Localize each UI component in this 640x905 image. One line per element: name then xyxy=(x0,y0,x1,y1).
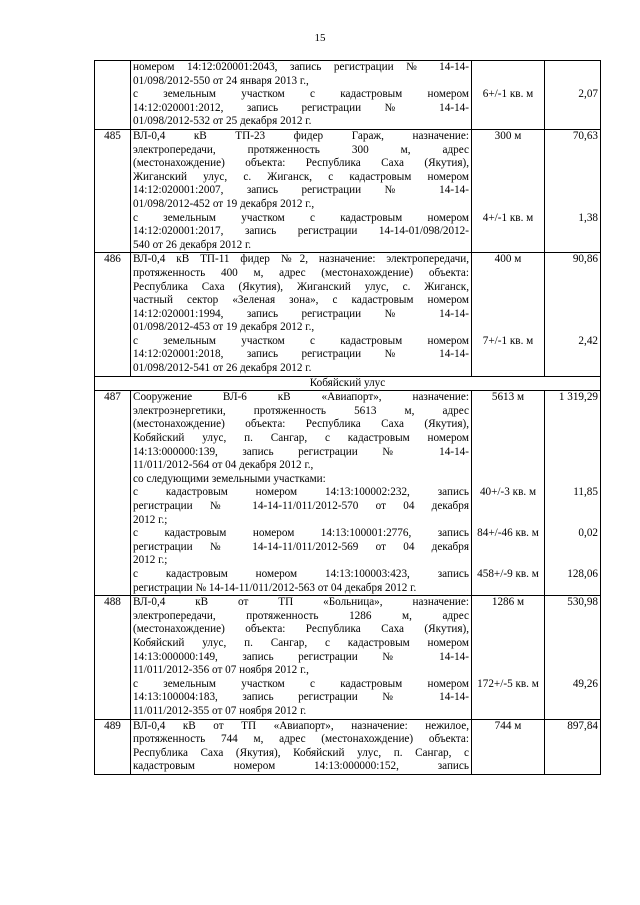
cost-value: 90,86 xyxy=(572,253,598,266)
text-line: 01/098/2012-541 от 26 декабря 2012 г. xyxy=(133,362,312,375)
text-line: Кобяйский улус, п. Сангар, с кадастровым номером xyxy=(133,636,469,649)
line-length: 1286 м xyxy=(491,596,525,609)
text-line: Республика Саха (Якутия), Жиганский улус, с. Жиганск, xyxy=(133,280,469,293)
object-cost xyxy=(545,253,601,376)
cost-value: 49,26 xyxy=(572,677,598,690)
land-area: 458+/-9 кв. м xyxy=(477,567,539,580)
text-line: регистрации № 14-14-11/011/2012-569 от 04 декабря xyxy=(133,540,469,553)
district-name: Кобяйский улус xyxy=(95,376,601,391)
text-line: регистрации № 14-14-11/011/2012-570 от 04 декабря xyxy=(133,500,469,512)
text-line: с кадастровым номером 14:13:100002:232, запись xyxy=(133,486,469,499)
cost-value: 1,38 xyxy=(578,211,598,224)
text-line: 14:13:100004:183, запись регистрации № 14-14- xyxy=(133,691,469,704)
row-number: 488 xyxy=(95,596,131,719)
land-area: 6+/-1 кв. м xyxy=(482,88,534,101)
object-size xyxy=(472,253,545,376)
object-cost xyxy=(545,129,601,252)
cost-value: 530,98 xyxy=(567,596,598,609)
text-line: 01/098/2012-452 от 19 декабря 2012 г., xyxy=(133,197,315,210)
land-area: 40+/-3 кв. м xyxy=(479,486,537,499)
land-area: 7+/-1 кв. м xyxy=(482,334,534,347)
text-line: ВЛ-0,4 кВ ТП-11 фидер №2, назначение: электропередачи, xyxy=(133,253,469,266)
row-number: 487 xyxy=(95,391,131,596)
text-line: протяженность 744 м, адрес (местонахождение) объекта: xyxy=(133,733,469,746)
district-header-row xyxy=(95,376,601,391)
text-line: 14:12:020001:2007, запись регистрации № 14-14- xyxy=(133,184,469,197)
object-description xyxy=(131,129,472,252)
text-line: (местонахождение) объекта: Республика Саха (Якутия), xyxy=(133,623,469,636)
object-description xyxy=(131,61,472,130)
cost-value: 1 319,29 xyxy=(558,391,598,404)
text-line: 2012 г.; xyxy=(133,554,168,567)
text-line: 14:12:020001:1994, запись регистрации № 14-14- xyxy=(133,307,469,320)
line-length: 300 м xyxy=(494,129,522,142)
object-description xyxy=(131,391,472,596)
text-line: Жиганский улус, с. Жиганск, с кадастровым номером xyxy=(133,170,469,183)
object-cost xyxy=(545,61,601,130)
land-area: 172+/-5 кв. м xyxy=(477,677,539,690)
cost-value: 2,42 xyxy=(578,334,598,347)
text-line: протяженность 400 м, адрес (местонахождение) объекта: xyxy=(133,266,469,279)
object-size xyxy=(472,129,545,252)
text-line: со следующими земельными участками: xyxy=(133,472,326,485)
text-line: электроэнергетики, протяженность 5613 м, адрес xyxy=(133,404,469,417)
text-line: 11/011/2012-355 от 07 ноября 2012 г. xyxy=(133,704,307,717)
text-line: Республика Саха (Якутия), Кобяйский улус, п. Сангар, с xyxy=(133,746,469,759)
line-length: 5613 м xyxy=(491,391,525,404)
text-line: 2012 г.; xyxy=(133,513,168,526)
text-line: с земельным участком с кадастровым номером xyxy=(133,88,469,101)
object-description xyxy=(131,719,472,774)
text-line: регистрации № 14-14-11/011/2012-563 от 04 декабря 2012 г. xyxy=(133,581,417,594)
text-line: с кадастровым номером 14:13:100001:2776, запись xyxy=(133,527,469,540)
text-line: Кобяйский улус, п. Сангар, с кадастровым номером xyxy=(133,432,469,445)
table-row xyxy=(95,596,601,719)
text-line: 01/098/2012-453 от 19 декабря 2012 г., xyxy=(133,321,315,334)
cost-value: 128,06 xyxy=(567,567,598,580)
text-line: ВЛ-0,4 кВ ТП-23 фидер Гараж, назначение: xyxy=(133,129,469,142)
text-line: частный сектор «Зеленая зона», с кадастровым номером xyxy=(133,294,469,307)
cost-value: 897,84 xyxy=(567,719,598,732)
object-cost xyxy=(545,596,601,719)
cost-value: 70,63 xyxy=(572,129,598,142)
object-size xyxy=(472,596,545,719)
table-row xyxy=(95,719,601,774)
page-number: 15 xyxy=(314,32,326,44)
object-cost xyxy=(545,391,601,596)
object-size xyxy=(472,719,545,774)
object-description xyxy=(131,253,472,376)
property-register-table xyxy=(94,60,601,775)
table-row xyxy=(95,391,601,596)
text-line: кадастровым номером 14:13:000000:152, запись xyxy=(133,760,469,773)
text-line: 01/098/2012-550 от 24 января 2013 г., xyxy=(133,74,309,87)
text-line: 01/098/2012-532 от 25 декабря 2012 г. xyxy=(133,115,312,128)
table-row xyxy=(95,61,601,130)
row-number: 486 xyxy=(95,253,131,376)
text-line: (местонахождение) объекта: Республика Саха (Якутия), xyxy=(133,418,469,431)
land-area: 84+/-46 кв. м xyxy=(477,527,539,540)
text-line: электропередачи, протяженность 300 м, адрес xyxy=(133,143,469,156)
text-line: 540 от 26 декабря 2012 г. xyxy=(133,238,252,251)
text-line: с земельным участком с кадастровым номером xyxy=(133,211,469,224)
text-line: ВЛ-0,4 кВ от ТП «Больница», назначение: xyxy=(133,596,469,609)
row-number: 489 xyxy=(95,719,131,774)
text-line: электропередачи, протяженность 1286 м, адрес xyxy=(133,609,469,622)
text-line: 11/011/2012-564 от 04 декабря 2012 г., xyxy=(133,459,314,472)
object-size xyxy=(472,391,545,596)
text-line: с земельным участком с кадастровым номером xyxy=(133,677,469,690)
text-line: номером 14:12:020001:2043, запись регистрации № 14-14- xyxy=(133,61,469,73)
text-line: Сооружение ВЛ-6 кВ «Авиапорт», назначение: xyxy=(133,391,469,404)
object-cost xyxy=(545,719,601,774)
text-line: 14:12:020001:2018, запись регистрации № 14-14- xyxy=(133,348,469,361)
table-row xyxy=(95,129,601,252)
table-row xyxy=(95,253,601,376)
cost-value: 2,07 xyxy=(578,88,598,101)
cost-value: 11,85 xyxy=(573,486,598,499)
row-number xyxy=(95,61,131,130)
text-line: 14:13:000000:149, запись регистрации № 14-14- xyxy=(133,650,469,663)
cost-value: 0,02 xyxy=(578,527,598,540)
line-length: 744 м xyxy=(494,719,522,732)
text-line: с кадастровым номером 14:13:100003:423, запись xyxy=(133,567,469,580)
land-area: 4+/-1 кв. м xyxy=(482,211,534,224)
text-line: 14:12:020001:2017, запись регистрации 14-14-01/098/2012- xyxy=(133,225,469,238)
text-line: (местонахождение) объекта: Республика Саха (Якутия), xyxy=(133,157,469,170)
text-line: 14:13:000000:139, запись регистрации № 14-14- xyxy=(133,445,469,458)
text-line: 14:12:020001:2012, запись регистрации № 14-14- xyxy=(133,101,469,114)
object-description xyxy=(131,596,472,719)
text-line: 11/011/2012-356 от 07 ноября 2012 г., xyxy=(133,664,309,677)
text-line: с земельным участком с кадастровым номером xyxy=(133,334,469,347)
row-number: 485 xyxy=(95,129,131,252)
line-length: 400 м xyxy=(494,253,522,266)
text-line: ВЛ-0,4 кВ от ТП «Авиапорт», назначение: нежилое, xyxy=(133,719,469,732)
object-size xyxy=(472,61,545,130)
